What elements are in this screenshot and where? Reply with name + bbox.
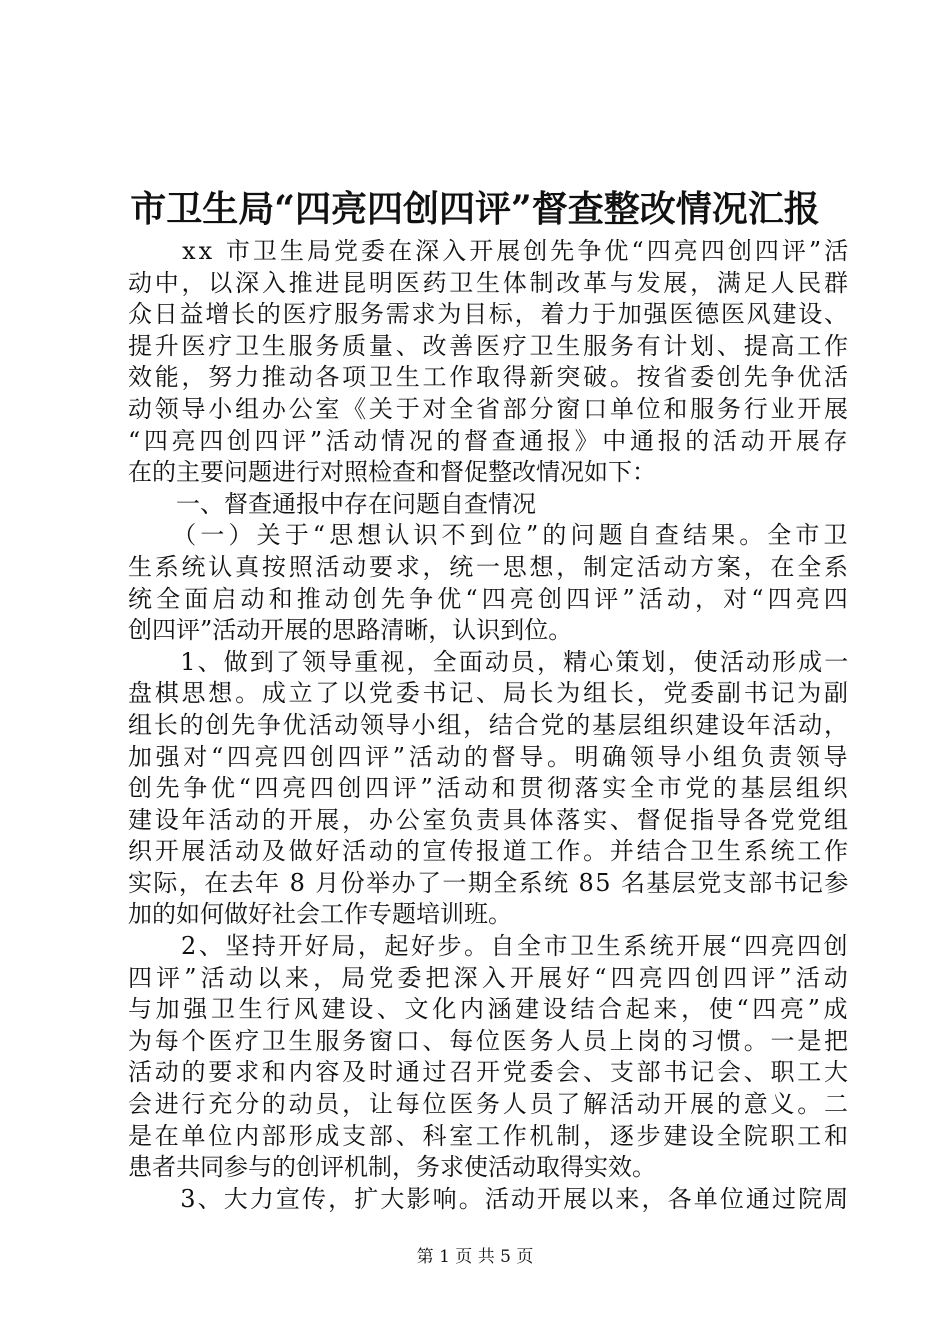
body-line: 是在单位内部形成支部、科室工作机制，逐步建设全院职工和 (128, 1121, 851, 1150)
body-line: 实际，在去年 8 月份举办了一期全系统 85 名基层党支部书记参 (128, 868, 850, 897)
body-line: （一）关于“思想认识不到位”的问题自查结果。全市卫 (128, 521, 852, 550)
body-line: 建设年活动的开展，办公室负责具体落实、督促指导各党党组 (128, 805, 851, 834)
document-title: 市卫生局“四亮四创四评”督查整改情况汇报 (130, 188, 820, 230)
body-line: 众日益增长的医疗服务需求为目标，着力于加强医德医风建设、 (128, 300, 850, 329)
body-line: 动领导小组办公室《关于对全省部分窗口单位和服务行业开展 (128, 394, 851, 423)
body-line: 效能，努力推动各项卫生工作取得新突破。按省委创先争优活 (128, 363, 851, 392)
body-line: “四亮四创四评”活动情况的督查通报》中通报的活动开展存 (128, 426, 852, 455)
body-line: 加强对“四亮四创四评”活动的督导。明确领导小组负责领导 (128, 742, 852, 771)
body-line: 2、坚持开好局，起好步。自全市卫生系统开展“四亮四创 (128, 932, 851, 961)
body-line: 组长的创先争优活动领导小组，结合党的基层组织建设年活动， (128, 710, 850, 739)
body-line: xx 市卫生局党委在深入开展创先争优“四亮四创四评”活 (128, 237, 852, 265)
body-line: 患者共同参与的创评机制，务求使活动取得实效。 (128, 1153, 656, 1182)
body-line: 织开展活动及做好活动的宣传报道工作。并结合卫生系统工作 (128, 837, 851, 866)
body-line: 与加强卫生行风建设、文化内涵建设结合起来，使“四亮”成 (128, 995, 852, 1024)
body-line: 3、大力宣传，扩大影响。活动开展以来，各单位通过院周 (128, 1184, 851, 1213)
body-line: 四评”活动以来，局党委把深入开展好“四亮四创四评”活动 (128, 963, 852, 992)
body-line: 加的如何做好社会工作专题培训班。 (128, 900, 512, 929)
page-footer: 第 1 页 共 5 页 (416, 1247, 534, 1267)
body-line: 统全面启动和推动创先争优“四亮创四评”活动，对“四亮四 (128, 584, 852, 613)
body-line: 在的主要问题进行对照检查和督促整改情况如下： (128, 458, 656, 487)
body-line: 创先争优“四亮四创四评”活动和贯彻落实全市党的基层组织 (128, 774, 852, 803)
body-line: 盘棋思想。成立了以党委书记、局长为组长，党委副书记为副 (128, 679, 851, 708)
body-line: 创四评”活动开展的思路清晰，认识到位。 (128, 616, 573, 645)
document-body (128, 236, 852, 1215)
body-line: 活动的要求和内容及时通过召开党委会、支部书记会、职工大 (128, 1058, 851, 1087)
body-line: 为每个医疗卫生服务窗口、每位医务人员上岗的习惯。一是把 (128, 1026, 851, 1055)
body-line: 一、督查通报中存在问题自查情况 (128, 489, 536, 518)
body-line: 提升医疗卫生服务质量、改善医疗卫生服务有计划、提高工作 (128, 331, 851, 360)
body-line: 会进行充分的动员，让每位医务人员了解活动开展的意义。二 (128, 1090, 851, 1119)
body-line: 动中，以深入推进昆明医药卫生体制改革与发展，满足人民群 (128, 268, 851, 297)
body-line: 生系统认真按照活动要求，统一思想，制定活动方案，在全系 (128, 552, 851, 581)
body-line: 1、做到了领导重视，全面动员，精心策划，使活动形成一 (128, 647, 851, 676)
